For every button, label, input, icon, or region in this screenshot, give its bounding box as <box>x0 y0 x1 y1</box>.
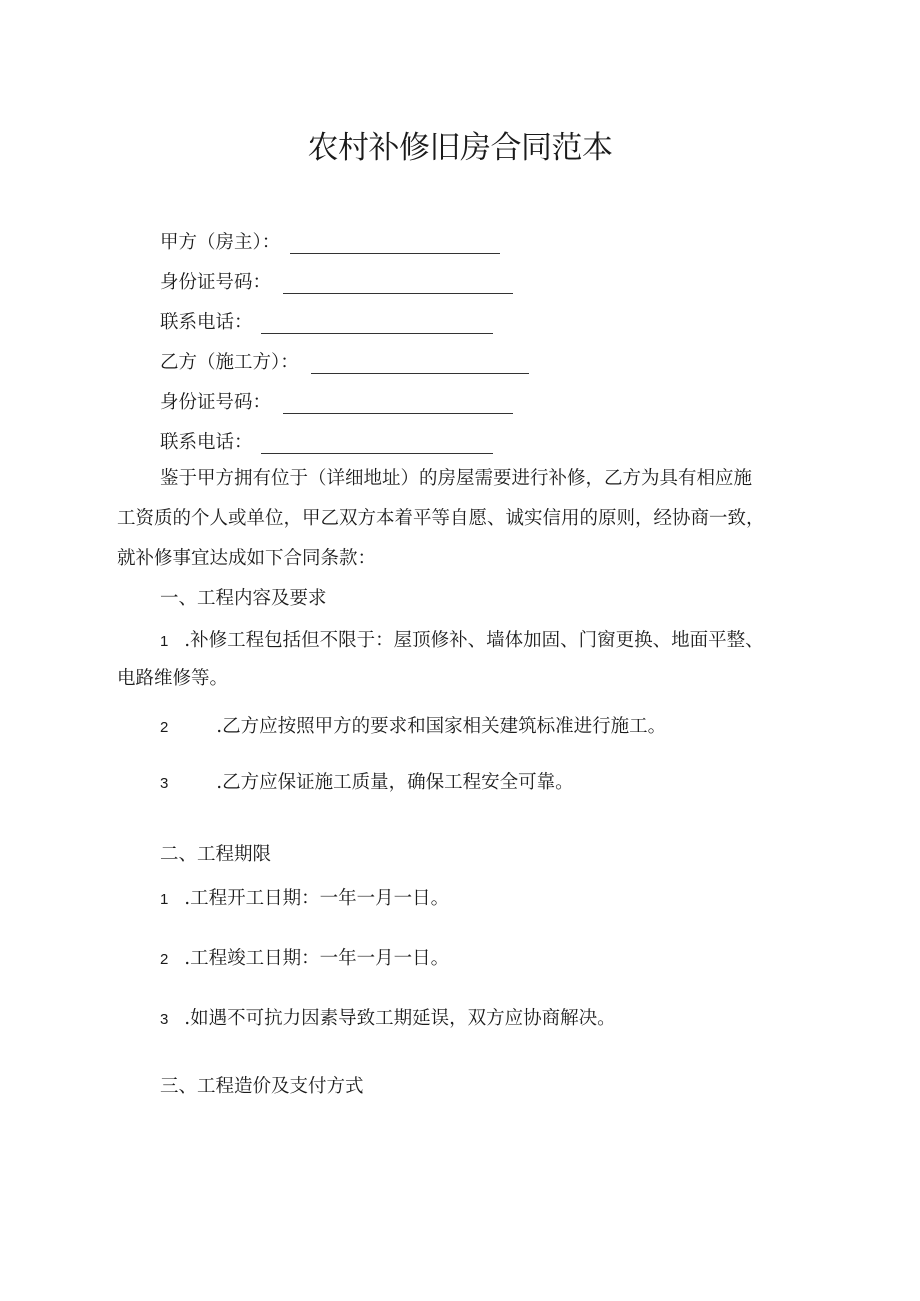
item-number: 3 <box>160 775 169 792</box>
item-number: 2 <box>160 951 169 968</box>
field-label: 身份证号码： <box>160 392 272 413</box>
item-text: .补修工程包括但不限于：屋顶修补、墙体加固、门窗更换、地面平整、 <box>184 630 764 651</box>
item-number: 1 <box>160 633 169 650</box>
field-label: 联系电话： <box>160 312 253 333</box>
field-label: 乙方（施工方）： <box>160 352 299 373</box>
item-text: .如遇不可抗力因素导致工期延误，双方应协商解决。 <box>184 1008 616 1029</box>
blank-line[interactable] <box>261 315 493 334</box>
list-item <box>160 950 449 969</box>
section-heading: 三、工程造价及支付方式 <box>160 1076 364 1097</box>
field-id-b <box>160 388 513 414</box>
item-continuation: 电路维修等。 <box>117 668 229 689</box>
item-text: .工程竣工日期：一年一月一日。 <box>184 948 450 969</box>
item-number: 2 <box>160 719 169 736</box>
field-party-a <box>160 228 500 254</box>
field-party-b <box>160 348 529 374</box>
list-item <box>160 890 449 909</box>
document-title: 农村补修旧房合同范本 <box>307 130 613 166</box>
item-text: .工程开工日期：一年一月一日。 <box>184 888 450 909</box>
field-label: 联系电话： <box>160 432 253 453</box>
field-phone-a <box>160 308 493 334</box>
list-item <box>160 774 574 793</box>
list-item <box>160 632 764 651</box>
blank-line[interactable] <box>290 235 500 254</box>
item-text: .乙方应保证施工质量，确保工程安全可靠。 <box>216 772 574 793</box>
item-number: 1 <box>160 891 169 908</box>
blank-line[interactable] <box>261 435 493 454</box>
list-item <box>160 1010 616 1029</box>
intro-line: 工资质的个人或单位，甲乙双方本着平等自愿、诚实信用的原则，经协商一致， <box>117 508 765 529</box>
field-label: 甲方（房主）： <box>160 232 281 253</box>
field-label: 身份证号码： <box>160 272 272 293</box>
section-heading: 二、工程期限 <box>160 844 272 865</box>
field-phone-b <box>160 428 493 454</box>
blank-line[interactable] <box>283 275 513 294</box>
intro-line: 鉴于甲方拥有位于（详细地址）的房屋需要进行补修，乙方为具有相应施 <box>160 468 753 489</box>
blank-line[interactable] <box>311 355 529 374</box>
intro-line: 就补修事宜达成如下合同条款： <box>117 548 377 569</box>
blank-line[interactable] <box>283 395 513 414</box>
section-heading: 一、工程内容及要求 <box>160 588 327 609</box>
item-number: 3 <box>160 1011 169 1028</box>
field-id-a <box>160 268 513 294</box>
item-text: .乙方应按照甲方的要求和国家相关建筑标准进行施工。 <box>216 716 667 737</box>
list-item <box>160 718 666 737</box>
